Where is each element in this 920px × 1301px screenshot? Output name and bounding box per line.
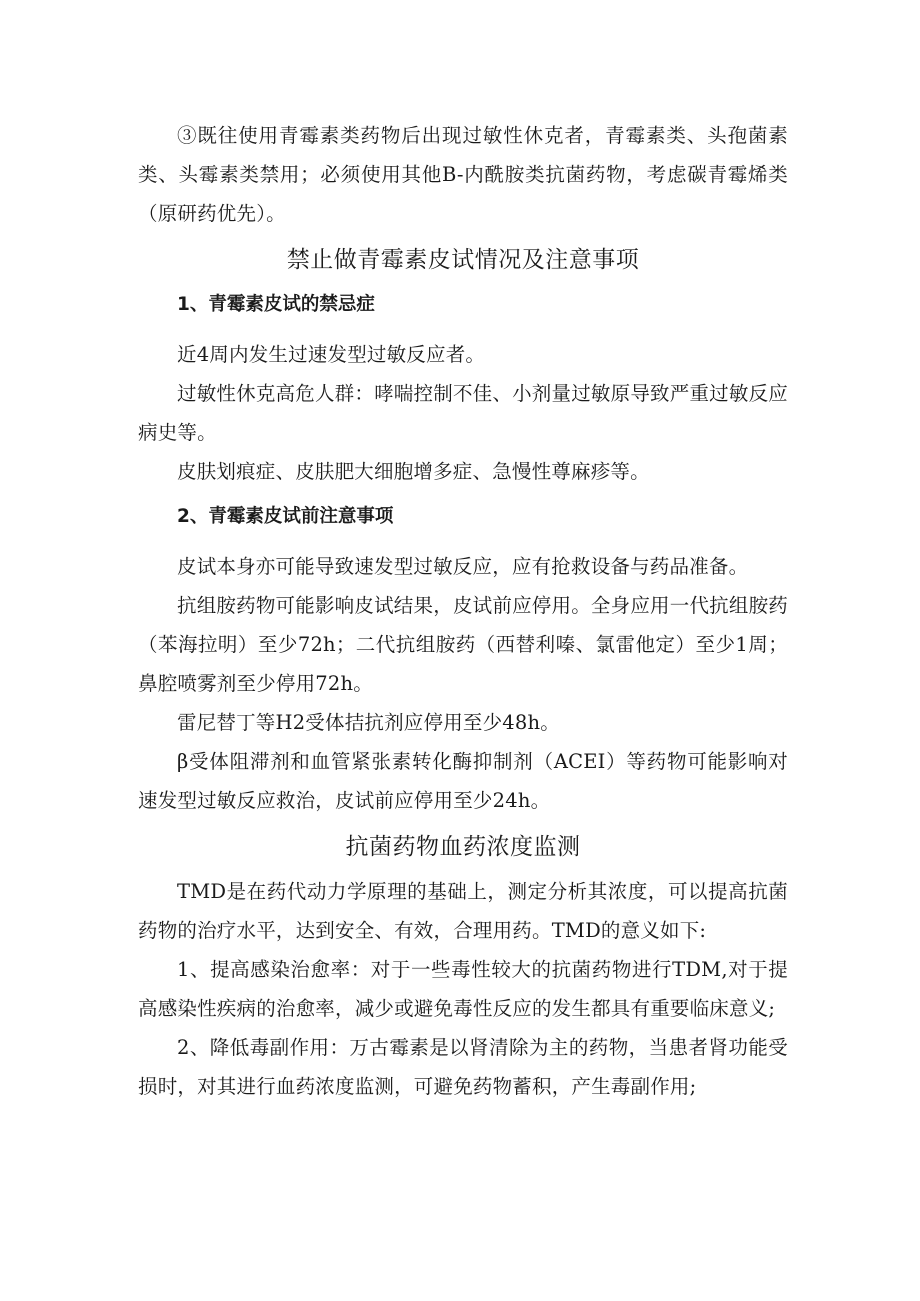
paragraph-tdm-side-effects: 2、降低毒副作用：万古霉素是以肾清除为主的药物，当患者肾功能受损时，对其进行血药浓度监测，可避免药物蓄积，产生毒副作用; xyxy=(138,1036,788,1098)
paragraph-tdm-cure-rate: 1、提高感染治愈率：对于一些毒性较大的抗菌药物进行TDM,对于提高感染性疾病的治愈率，减少或避免毒性反应的发生都具有重要临床意义; xyxy=(138,958,788,1020)
subsection-title-contraindications: 1、青霉素皮试的禁忌症 xyxy=(177,294,375,315)
paragraph-h2-antagonists: 雷尼替丁等H2受体拮抗剂应停用至少48h。 xyxy=(177,711,560,734)
document-body xyxy=(138,116,788,1106)
subsection-title-precautions: 2、青霉素皮试前注意事项 xyxy=(177,506,394,527)
paragraph-emergency-preparation: 皮试本身亦可能导致速发型过敏反应，应有抢救设备与药品准备。 xyxy=(177,555,749,578)
paragraph-shock-risk-group: 过敏性休克高危人群：哮喘控制不佳、小剂量过敏原导致严重过敏反应病史等。 xyxy=(138,382,788,444)
paragraph-recent-reaction: 近4周内发生过速发型过敏反应者。 xyxy=(177,343,486,366)
paragraph-tdm-intro: TMD是在药代动力学原理的基础上，测定分析其浓度，可以提高抗菌药物的治疗水平，达到安全、有效，合理用药。TMD的意义如下: xyxy=(138,880,788,942)
section-title-skin-test: 禁止做青霉素皮试情况及注意事项 xyxy=(286,247,640,273)
paragraph-beta-blockers: β受体阻滞剂和血管紧张素转化酶抑制剂（ACEI）等药物可能影响对速发型过敏反应救治，皮试前应停用至少24h。 xyxy=(138,750,788,812)
paragraph-antihistamines: 抗组胺药物可能影响皮试结果，皮试前应停用。全身应用一代抗组胺药（苯海拉明）至少72h；二代抗组胺药（西替利嗪、氯雷他定）至少1周；鼻腔喷雾剂至少停用72h。 xyxy=(138,594,788,695)
paragraph-skin-conditions: 皮肤划痕症、皮肤肥大细胞增多症、急慢性尊麻疹等。 xyxy=(177,460,650,483)
section-title-tdm: 抗菌药物血药浓度监测 xyxy=(345,834,581,860)
intro-paragraph: ③既往使用青霉素类药物后出现过敏性休克者，青霉素类、头孢菌素类、头霉素类禁用；必须使用其他B-内酰胺类抗菌药物，考虑碳青霉烯类（原研药优先）。 xyxy=(138,124,788,225)
